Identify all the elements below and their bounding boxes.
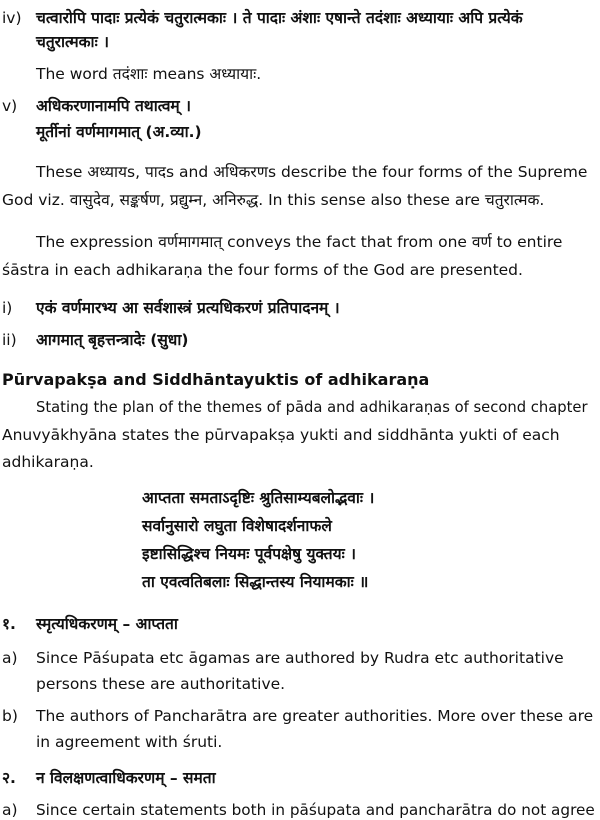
adhikarana-1-number: १. [2,615,16,633]
item-iv-note: The word तदंशाः means अध्यायाः. [36,65,262,83]
section-paragraph-line1: Stating the plan of the themes of pāda and adhikaraṇas of second chapter [36,399,588,416]
adhikarana-1-item-b-line2: in agreement with śruti. [36,733,223,751]
paragraph-forms-line1: These अध्यायs, पादs and अधिकरणs describe the four forms of the Supreme [36,163,588,181]
verse-line-1: आप्तता समताऽदृष्टिः श्रुतिसाम्यबलोद्भवाः । [142,489,375,507]
adhikarana-1-item-a-line2: persons these are authoritative. [36,675,286,693]
sanskrit-quote-iv-line2: चतुरात्मकाः । [36,33,109,51]
item-label-i: i) [2,299,13,317]
sanskrit-quote-v-line2: मूर्तीनां वर्णमागमात् (अ.व्या.) [36,123,202,141]
item-label-ii: ii) [2,331,17,349]
adhikarana-2-item-a-line1: Since certain statements both in pāśupata and pancharātra do not agree [36,801,595,819]
adhikarana-2-title: न विलक्षणत्वाधिकरणम् – समता [36,769,216,787]
adhikarana-1-item-a-line1: Since Pāśupata etc āgamas are authored by Rudra etc authoritative [36,649,564,667]
sanskrit-quote-iv-line1: चत्वारोपि पादाः प्रत्येकं चतुरात्मकाः । ते पादाः अंशाः एषान्ते तदंशाः अध्यायाः अपि प्रत्येकं [36,9,523,27]
item-label-iv: iv) [2,9,22,27]
adhikarana-1-item-a-label: a) [2,649,18,667]
adhikarana-2-item-a-label: a) [2,801,18,819]
section-paragraph-line3: adhikaraṇa. [2,453,94,471]
adhikarana-1-item-b-line1: The authors of Pancharātra are greater authorities. More over these are [36,707,594,725]
verse-line-3: इष्टासिद्धिश्च नियमः पूर्वपक्षेषु युक्तयः । [142,545,357,563]
sanskrit-quote-v-line1: अधिकरणानामपि तथात्वम् । [36,97,191,115]
sanskrit-quote-i: एकं वर्णमारभ्य आ सर्वशास्त्रं प्रत्यधिकरणं प्रतिपादनम् । [36,299,340,317]
adhikarana-1-title: स्मृत्यधिकरणम् – आप्तता [36,615,178,633]
sanskrit-quote-ii: आगमात् बृहत्तन्त्रादेः (सुधा) [36,331,189,349]
verse-line-2: सर्वानुसारो लघुता विशेषादर्शनाफले [142,517,332,535]
adhikarana-1-item-b-label: b) [2,707,18,725]
paragraph-expression-line1: The expression वर्णमागमात् conveys the fact that from one वर्ण to entire [36,233,563,251]
verse-line-4: ता एवत्वतिबलाः सिद्धान्तस्य नियामकाः ॥ [142,573,369,591]
paragraph-expression-line2: śāstra in each adhikaraṇa the four forms of the God are presented. [2,261,523,279]
paragraph-forms-line2: God viz. वासुदेव, सङ्कर्षण, प्रद्युम्न, अनिरुद्ध. In this sense also these are चतुरात्मक. [2,191,545,209]
adhikarana-2-number: २. [2,769,16,787]
section-paragraph-line2: Anuvyākhyāna states the pūrvapakṣa yukti and siddhānta yukti of each [2,426,560,444]
item-label-v: v) [2,97,18,115]
section-heading: Pūrvapakṣa and Siddhāntayuktis of adhikaraṇa [2,370,430,389]
